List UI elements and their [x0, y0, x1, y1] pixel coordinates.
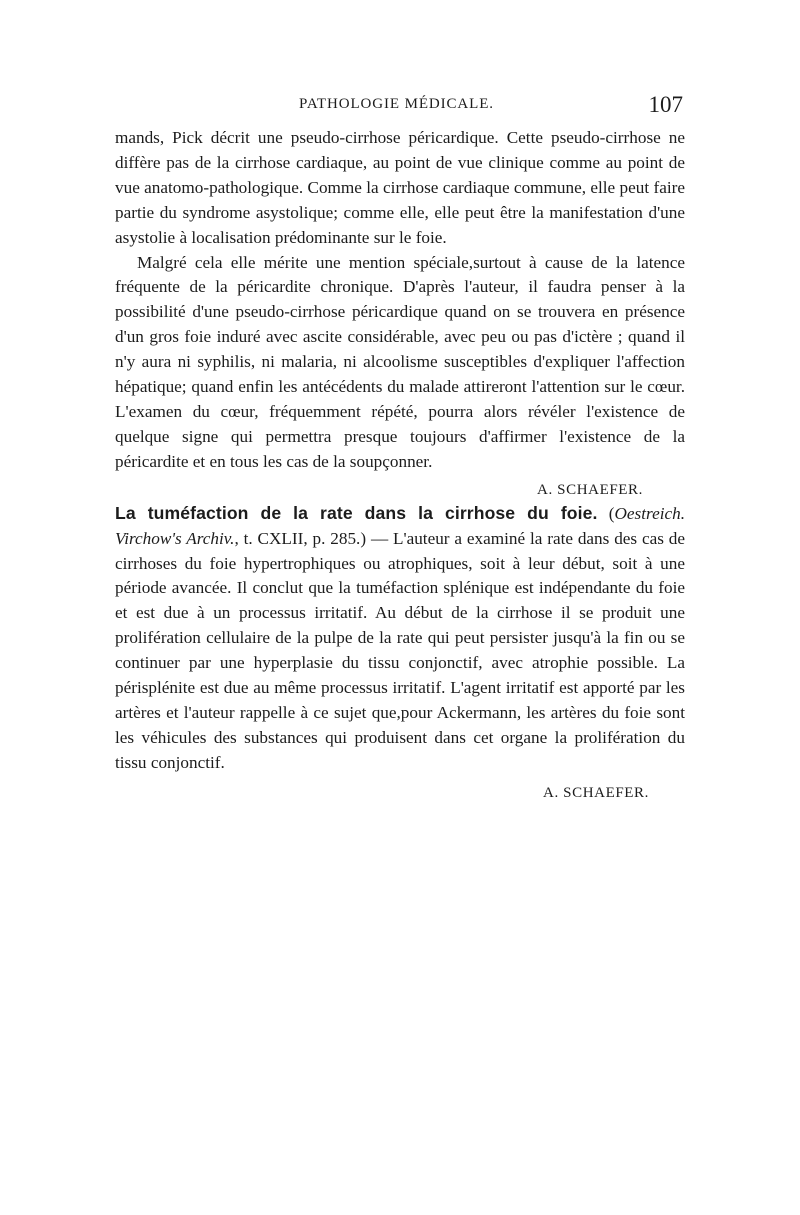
- page-number: 107: [648, 92, 683, 117]
- article-abstract: [115, 501, 685, 776]
- paragraph-continued: mands, Pick décrit une pseudo-cirrhose péricardique. Cette pseudo-cirrhose ne diffère pas de la cirrhose cardiaque, au point de vue clinique comme au point de vue anatomo-pathologique. Comme la cirrhose cardiaque commune, elle peut faire partie du syndrome asystolique; comme elle, elle peut être la manifestation d'une asystolie à localisation prédominante sur le foie.: [115, 128, 685, 247]
- reference-open-paren: (: [608, 503, 615, 523]
- paragraph: Malgré cela elle mérite une mention spéciale,surtout à cause de la latence fréquente de la péricardite chronique. D'après l'auteur, il faudra penser à la possibilité d'une pseudo-cirrhose péricardique quand on se trouvera en présence d'un gros foie induré avec ascite considérable, avec peu ou pas d'ictère ; quand il n'y aura ni syphilis, ni malaria, ni alcoolisme susceptibles d'expliquer l'affection hépatique; quand enfin les antécédents du malade attireront l'attention sur le cœur. L'examen du cœur, fréquemment répété, pourra alors révéler l'existence de quelque signe qui permettra presque toujours d'affirmer l'existence de la péricardite et en tous les cas de la soupçonner.: [115, 252, 685, 471]
- reference-author: Oestreich.: [614, 503, 685, 523]
- reference-journal: Virchow's Archiv.: [115, 528, 235, 548]
- author-signature: A. SCHAEFER.: [537, 481, 643, 498]
- author-signature-2: A. SCHAEFER.: [543, 784, 649, 801]
- article-text: — L'auteur a examiné la rate dans des cas de cirrhoses du foie hypertrophiques ou atrophiques, soit à leur début, soit à une période avancée. Il conclut que la tuméfaction splénique est indépendante du foie et est due à un processus irritatif. Au début de la cirrhose il se produit une prolifération cellulaire de la pulpe de la rate qui peut persister jusqu'à la fin ou se continuer par une hyperplasie du tissu conjonctif, avec atrophie possible. La périsplénite est due au même processus irritatif. L'agent irritatif est apporté par les artères et l'auteur rappelle à ce sujet que,pour Ackermann, les artères du foie sont les véhicules des substances qui produisent dans cet organe la prolifération du tissu conjonctif.: [115, 528, 685, 772]
- article-title: La tuméfaction de la rate dans la cirrhose du foie.: [115, 502, 598, 523]
- running-head: [115, 92, 685, 122]
- running-title: PATHOLOGIE MÉDICALE.: [299, 96, 494, 112]
- reference-details: , t. CXLII, p. 285.): [234, 528, 367, 548]
- body-text: [115, 126, 685, 804]
